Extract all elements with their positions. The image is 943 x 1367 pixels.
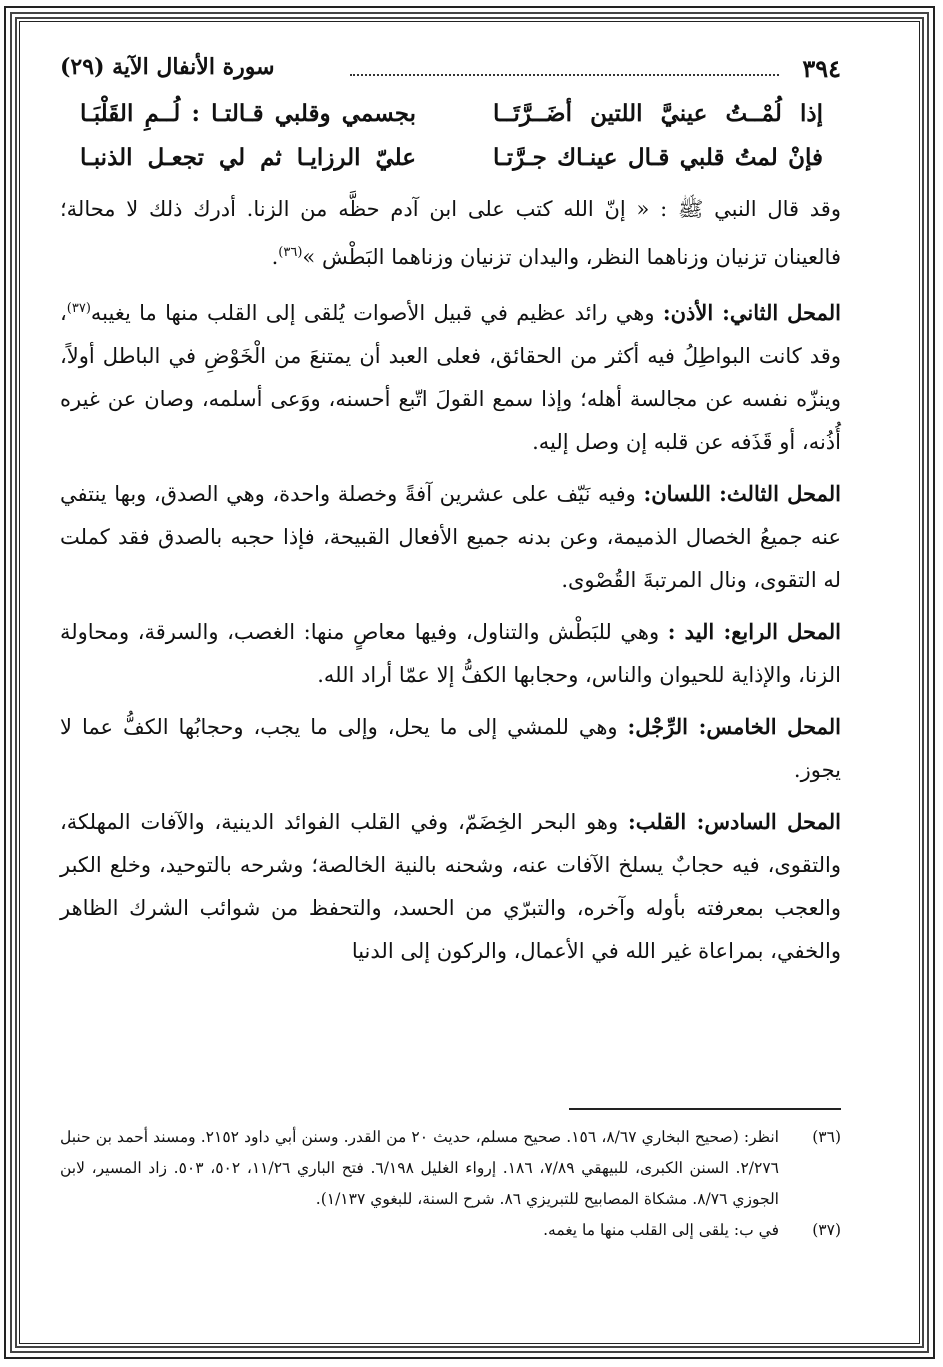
page-header <box>60 50 841 94</box>
footnote-text: انظر: (صحيح البخاري ٨/٦٧، ١٥٦. صحيح مسلم، حديث ٢٠ من القدر. وسنن أبي داود ٢١٥٢. ومسند أحمد بن حنبل ٢/٢٧٦. السنن الكبرى، للبيهقي ٧/٨٩، ١٨٦. إرواء الغليل ٦/١٩٨. فتح الباري ١١/٢٦، ٥٠٢، ٥٠٣. زاد المسير، لابن الجوزي ٨/٧٦. مشكاة المصابيح للتبريزي ٨٦. شرح السنة، للبغوي ١/١٣٧). <box>60 1128 779 1208</box>
verse-second-hemistich: بجسمي وقلبي قـالتـا : لُــمِ القَلْبَـا <box>80 100 416 127</box>
verse-first-hemistich: فإنْ لمتُ قلبي قـال عينـاك جـرَّتـا <box>493 144 823 171</box>
section-tongue <box>60 472 841 602</box>
intro-paragraph-text: وقد قال النبي ﷺ : « إنّ الله كتب على ابن آدم حظَّه من الزنا. أدرك ذلك لا محالة؛ فالعينان تزنيان وزناهما النظر، واليدان تزنيان وزناهما البَطْش » <box>60 197 841 269</box>
section-ear <box>60 287 841 464</box>
section-hand <box>60 610 841 697</box>
page-content <box>60 50 841 1239</box>
section-heart <box>60 800 841 973</box>
section-body: وفيه نَيّف على عشرين آفةً وخصلة واحدة، وهي الصدق، وبها ينتفي عنه جميعُ الخصال الذميمة، وعن بدنه جميع الأفعال القبيحة، فإذا حجبه بالصدق فقد كملت له التقوى، ونال المرتبةَ القُصْوى. <box>60 482 841 592</box>
section-foot <box>60 705 841 792</box>
section-heading: المحل الثاني: الأذن: <box>662 300 841 325</box>
footnote-reference: (٣٦) <box>278 245 303 260</box>
section-heading: المحل الثالث: اللسان: <box>643 481 841 506</box>
header-dotted-leader <box>350 74 779 76</box>
section-body: وهو البحر الخِضَمّ، وفي القلب الفوائد الدينية، والآفات المهلكة، والتقوى، فيه حجابٌ يسلخ الآفات عنه، وشحنه بالنية الخالصة؛ وشرحه بالتوحيد، وخلع الكبر والعجب بمعرفته بأوله وآخره، والتبرّي من الحسد، والتحفظ من شوائب الشرك الظاهر والخفي، بمراعاة غير الله في الأعمال، والركون إلى الدنيا <box>60 810 841 963</box>
footnote-reference: (٣٧) <box>66 301 91 316</box>
intro-paragraph: وقد قال النبي ﷺ : « إنّ الله كتب على ابن آدم حظَّه من الزنا. أدرك ذلك لا محالة؛ فالعينان تزنيان وزناهما النظر، واليدان تزنيان وزناهما البَطْش »$^{(٣٦)}$. <box>60 197 841 269</box>
footnote-separator <box>569 1108 841 1110</box>
poem-verse <box>60 138 841 182</box>
section-heading: المحل الخامس: الرِّجْل: <box>627 714 841 739</box>
section-body: وهي للمشي إلى ما يحل، وإلى ما يجب، وحجابُها الكفُّ عما لا يجوز. <box>60 715 841 782</box>
footnote <box>60 1215 841 1246</box>
running-title: سورة الأنفال الآية (٢٩) <box>60 54 275 80</box>
footnote-text: في ب: يلقى إلى القلب منها ما يغمه. <box>543 1221 779 1239</box>
footnotes <box>60 1122 841 1246</box>
section-heading: المحل الرابع: اليد : <box>667 619 841 644</box>
poem-verse <box>60 94 841 138</box>
section-body: وهي رائد عظيم في قبيل الأصوات يُلقى إلى القلب منها ما يغيبه <box>90 301 655 325</box>
section-heading: المحل السادس: القلب: <box>627 809 841 834</box>
footnote <box>60 1122 841 1215</box>
verse-first-hemistich: إذا لُمْــتُ عينيَّ اللتين أضَــرَّتَــا <box>493 100 823 127</box>
section-body-continued: ، وقد كانت البواطِلُ فيه أكثر من الحقائق، فعلى العبد أن يمتنعَ من الْخَوْضِ في الباطل أولاً، وينزّه نفسه عن مجالسة أهله؛ وإذا سمع القولَ اتّبع أحسنه، ووَعى أسلمه، وصان عن غيره أُذُنه، أو قَذَفه عن قلبه إن وصل إليه. <box>60 301 841 454</box>
verse-second-hemistich: عليّ الرزايـا ثم لي تجعـل الذنبـا <box>80 144 416 171</box>
page-number: ٣٩٤ <box>802 54 841 83</box>
footnote-number: (٣٧) <box>812 1221 841 1239</box>
footnote-number: (٣٦) <box>812 1128 841 1146</box>
section-body: وهي للبَطْش والتناول، وفيها معاصٍ منها: الغصب، والسرقة، ومحاولة الزنا، والإذاية للحيوان والناس، وحجابها الكفُّ إلا عمّا أراد الله. <box>60 620 841 687</box>
